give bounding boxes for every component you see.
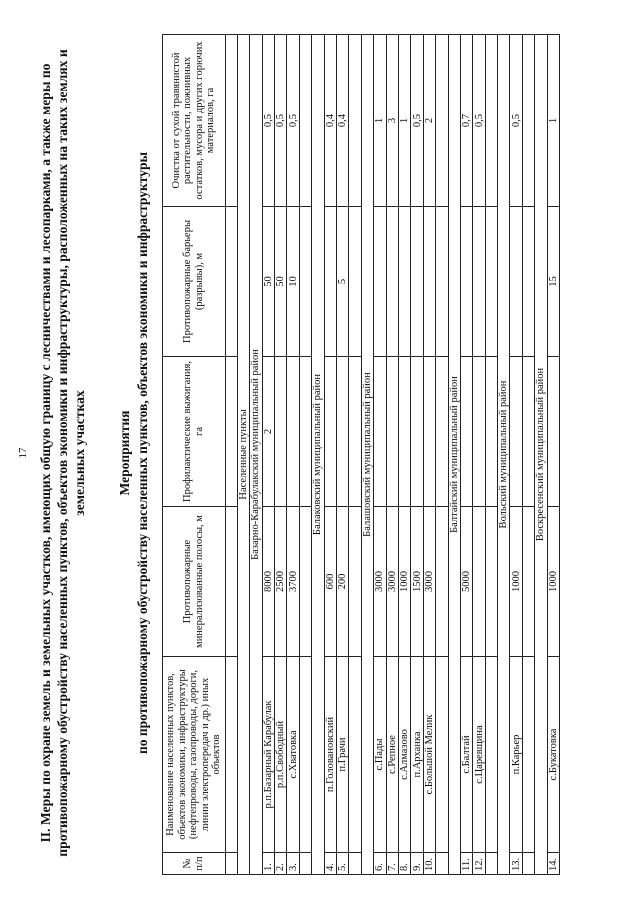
blank-cell <box>436 507 448 657</box>
fire-barriers-value <box>324 207 336 357</box>
table-subtitle: по противопожарному обустройству населенных пунктов, объектов экономики и инфраструктуры <box>135 151 150 755</box>
district-name: Балтайский муниципальный район <box>448 35 460 875</box>
table-row <box>473 35 485 875</box>
blank-cell <box>299 507 311 657</box>
settlement-name: с.Большой Мелик <box>423 657 435 853</box>
page-number: 17 <box>17 447 29 459</box>
preventive-burning-value <box>324 357 336 507</box>
mineral-strips-value: 600 <box>324 507 336 657</box>
header-preventive-burning: Профилактические выжигания, га <box>163 357 226 507</box>
section-heading: II. Меры по охране земель и земельных участков, имеющих общую границу с лесничествами и лесопарками, а также меры по противопожарному обустройству населенных пунктов, объектов экономики и инфраструктуры, расположенных на таких землях и земельных участках <box>38 49 87 857</box>
fire-barriers-value: 15 <box>547 207 559 357</box>
fire-barriers-value <box>411 207 423 357</box>
district-name: Базарно-Карабулакский муниципальный район <box>250 35 262 875</box>
blank-cell <box>485 853 497 875</box>
settlement-name: п.Карьер <box>510 657 522 853</box>
fire-barriers-value: 50 <box>262 207 274 357</box>
district-name: Балашовский муниципальный район <box>361 35 373 875</box>
preventive-burning-value <box>510 357 522 507</box>
settlement-name: с.Царевщина <box>473 657 485 853</box>
blank-row <box>436 35 448 875</box>
table-body <box>225 35 560 875</box>
section-row <box>237 35 249 875</box>
row-number: 7. <box>386 853 398 875</box>
fire-barriers-value: 10 <box>287 207 299 357</box>
header-object-name: Наименование населенных пунктов, объектов экономики, инфраструктуры (нефтепроводы, газопроводы, дороги, линии электропередач и др.) иных объектов <box>163 657 226 853</box>
blank-cell <box>349 507 361 657</box>
settlement-name: п.Грачи <box>337 657 349 853</box>
blank-cell <box>522 853 534 875</box>
fire-barriers-value <box>386 207 398 357</box>
blank-cell <box>522 207 534 357</box>
blank-row <box>522 35 534 875</box>
fire-barriers-value <box>374 207 386 357</box>
row-number: 11. <box>460 853 472 875</box>
mineral-strips-value: 5000 <box>460 507 472 657</box>
fire-barriers-value <box>398 207 410 357</box>
blank-cell <box>485 35 497 207</box>
mineral-strips-value: 3000 <box>374 507 386 657</box>
blank-cell <box>485 657 497 853</box>
mineral-strips-value: 1000 <box>398 507 410 657</box>
cleaning-value: 0,5 <box>262 35 274 207</box>
blank-cell <box>299 35 311 207</box>
cleaning-value: 1 <box>547 35 559 207</box>
settlement-name: п.Головановский <box>324 657 336 853</box>
mineral-strips-value: 2500 <box>275 507 287 657</box>
preventive-burning-value <box>460 357 472 507</box>
blank-cell <box>299 657 311 853</box>
table-row <box>374 35 386 875</box>
cleaning-value: 0,5 <box>473 35 485 207</box>
rotated-content <box>11 13 631 893</box>
blank-cell <box>436 35 448 207</box>
mineral-strips-value: 3700 <box>287 507 299 657</box>
preventive-burning-value <box>398 357 410 507</box>
mineral-strips-value: 200 <box>337 507 349 657</box>
cleaning-value: 0,5 <box>275 35 287 207</box>
settlement-name: с.Балтай <box>460 657 472 853</box>
settlement-name: п.Арханка <box>411 657 423 853</box>
district-row <box>312 35 324 875</box>
district-name: Воскресенский муниципальный район <box>535 35 547 875</box>
fire-barriers-value <box>473 207 485 357</box>
mineral-strips-value: 1000 <box>510 507 522 657</box>
blank-cell <box>522 657 534 853</box>
blank-cell <box>522 35 534 207</box>
settlement-name: с.Алмазово <box>398 657 410 853</box>
row-number: 2. <box>275 853 287 875</box>
mineral-strips-value: 1000 <box>547 507 559 657</box>
blank-cell <box>299 853 311 875</box>
preventive-burning-value <box>386 357 398 507</box>
district-name: Вольский муниципальный район <box>498 35 510 875</box>
table-row <box>275 35 287 875</box>
blank-cell <box>436 853 448 875</box>
row-number: 3. <box>287 853 299 875</box>
fire-barriers-value <box>423 207 435 357</box>
table-row <box>423 35 435 875</box>
settlement-name: р.п.Свободный <box>275 657 287 853</box>
cleaning-value: 1 <box>374 35 386 207</box>
settlement-name: р.п.Базарный Карабулак <box>262 657 274 853</box>
table-row <box>398 35 410 875</box>
blank-cell <box>485 207 497 357</box>
section-title: Населенные пункты <box>237 35 249 875</box>
row-number: 10. <box>423 853 435 875</box>
preventive-burning-value <box>287 357 299 507</box>
header-fire-barriers: Противопожарные барьеры (разрывы), м <box>163 207 226 357</box>
blank-cell <box>436 657 448 853</box>
blank-cell <box>436 357 448 507</box>
preventive-burning-value: 2 <box>262 357 274 507</box>
row-number: 12. <box>473 853 485 875</box>
district-row <box>448 35 460 875</box>
district-row <box>361 35 373 875</box>
mineral-strips-value <box>473 507 485 657</box>
blank-row <box>349 35 361 875</box>
blank-cell <box>349 853 361 875</box>
table-row <box>262 35 274 875</box>
header-number: № п/п <box>163 853 226 875</box>
settlement-name: с.Пады <box>374 657 386 853</box>
blank-cell <box>349 357 361 507</box>
blank-cell <box>522 357 534 507</box>
blank-cell <box>299 207 311 357</box>
cleaning-value: 0,5 <box>510 35 522 207</box>
row-number: 9. <box>411 853 423 875</box>
settlement-name: с.Букатовка <box>547 657 559 853</box>
preventive-burning-value <box>473 357 485 507</box>
preventive-burning-value <box>275 357 287 507</box>
row-number: 6. <box>374 853 386 875</box>
table-title: Мероприятия <box>117 410 132 496</box>
fire-barriers-value <box>510 207 522 357</box>
blank-row <box>299 35 311 875</box>
row-number: 13. <box>510 853 522 875</box>
blank-row <box>485 35 497 875</box>
row-number: 4. <box>324 853 336 875</box>
district-row <box>250 35 262 875</box>
table-row <box>411 35 423 875</box>
cleaning-value: 0,7 <box>460 35 472 207</box>
settlement-name: с.Репное <box>386 657 398 853</box>
blank-cell <box>349 35 361 207</box>
table-row <box>510 35 522 875</box>
cleaning-value: 0,5 <box>287 35 299 207</box>
fire-barriers-value: 5 <box>337 207 349 357</box>
table-header-row <box>163 35 226 875</box>
district-row <box>535 35 547 875</box>
table-row <box>287 35 299 875</box>
blank-cell <box>299 357 311 507</box>
blank-cell <box>485 357 497 507</box>
mineral-strips-value: 8000 <box>262 507 274 657</box>
table-row <box>386 35 398 875</box>
preventive-burning-value <box>337 357 349 507</box>
row-number: 5. <box>337 853 349 875</box>
mineral-strips-value: 3000 <box>386 507 398 657</box>
blank-cell <box>522 507 534 657</box>
preventive-burning-value <box>547 357 559 507</box>
table-row <box>547 35 559 875</box>
settlement-name: с.Хватовка <box>287 657 299 853</box>
district-name: Балаковский муниципальный район <box>312 35 324 875</box>
blank-cell <box>349 207 361 357</box>
blank-row <box>225 35 237 875</box>
cleaning-value: 2 <box>423 35 435 207</box>
district-row <box>498 35 510 875</box>
row-number: 8. <box>398 853 410 875</box>
blank-cell <box>436 207 448 357</box>
fire-barriers-value <box>460 207 472 357</box>
cleaning-value: 3 <box>386 35 398 207</box>
blank-cell <box>349 657 361 853</box>
table-row <box>337 35 349 875</box>
table-row <box>460 35 472 875</box>
cleaning-value: 0,5 <box>411 35 423 207</box>
header-cleaning: Очистка от сухой травянистой растительности, пожнивных остатков, мусора и других горючих материалов, га <box>163 35 226 207</box>
cleaning-value: 0,4 <box>337 35 349 207</box>
mineral-strips-value: 3000 <box>423 507 435 657</box>
cleaning-value: 0,4 <box>324 35 336 207</box>
row-number: 1. <box>262 853 274 875</box>
preventive-burning-value <box>411 357 423 507</box>
row-number: 14. <box>547 853 559 875</box>
fire-barriers-value: 50 <box>275 207 287 357</box>
measures-table <box>162 34 560 875</box>
header-mineral-strips: Противопожарные минерализованные полосы, м <box>163 507 226 657</box>
preventive-burning-value <box>423 357 435 507</box>
mineral-strips-value: 1500 <box>411 507 423 657</box>
cleaning-value: 1 <box>398 35 410 207</box>
blank-cell <box>485 507 497 657</box>
preventive-burning-value <box>374 357 386 507</box>
table-row <box>324 35 336 875</box>
